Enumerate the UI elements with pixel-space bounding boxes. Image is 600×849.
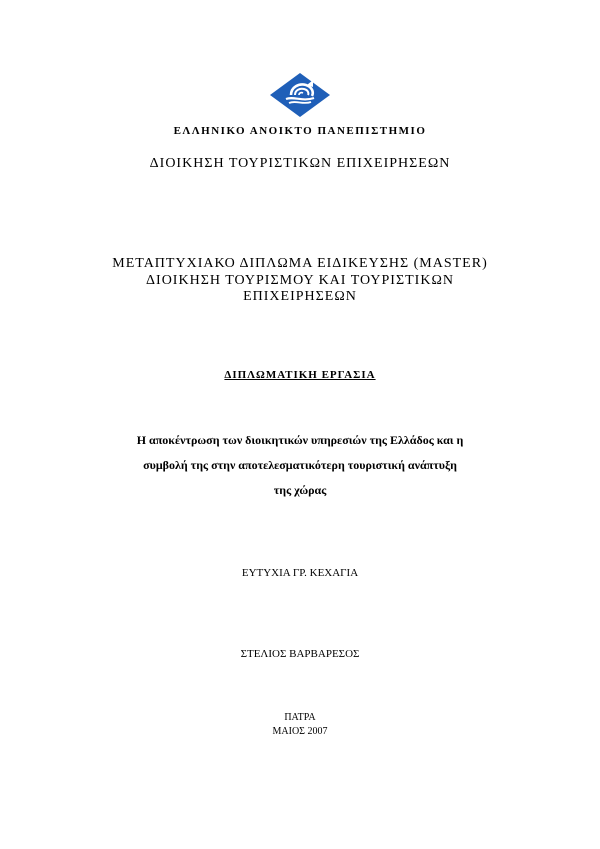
thesis-title-line-2: συμβολή της στην αποτελεσματικότερη τουριστική ανάπτυξη	[143, 458, 457, 472]
author-name: ΕΥΤΥΧΙΑ ΓΡ. ΚΕΧΑΓΙΑ	[241, 567, 359, 579]
program-line-2: ΔΙΟΙΚΗΣΗ ΤΟΥΡΙΣΜΟΥ ΚΑΙ ΤΟΥΡΙΣΤΙΚΩΝ	[146, 273, 454, 288]
program-line-3: ΕΠΙΧΕΙΡΗΣΕΩΝ	[243, 289, 357, 304]
university-name: ΕΛΛΗΝΙΚΟ ΑΝΟΙΚΤΟ ΠΑΝΕΠΙΣΤΗΜΙΟ	[173, 125, 427, 137]
date: ΜΑΙΟΣ 2007	[272, 726, 328, 737]
thesis-title-line-3: της χώρας	[273, 483, 327, 497]
program-line-1: ΜΕΤΑΠΤΥΧΙΑΚΟ ΔΙΠΛΩΜΑ ΕΙΔΙΚΕΥΣΗΣ (MASTER)	[112, 256, 488, 271]
city: ΠΑΤΡΑ	[284, 712, 316, 723]
supervisor-name: ΣΤΕΛΙΟΣ ΒΑΡΒΑΡΕΣΟΣ	[240, 648, 360, 660]
eap-logo-icon	[269, 72, 331, 118]
thesis-label: ΔΙΠΛΩΜΑΤΙΚΗ ΕΡΓΑΣΙΑ	[224, 369, 376, 381]
department-name: ΔΙΟΙΚΗΣΗ ΤΟΥΡΙΣΤΙΚΩΝ ΕΠΙΧΕΙΡΗΣΕΩΝ	[149, 156, 451, 171]
thesis-title-line-1: Η αποκέντρωση των διοικητικών υπηρεσιών της Ελλάδος και η	[136, 433, 464, 447]
